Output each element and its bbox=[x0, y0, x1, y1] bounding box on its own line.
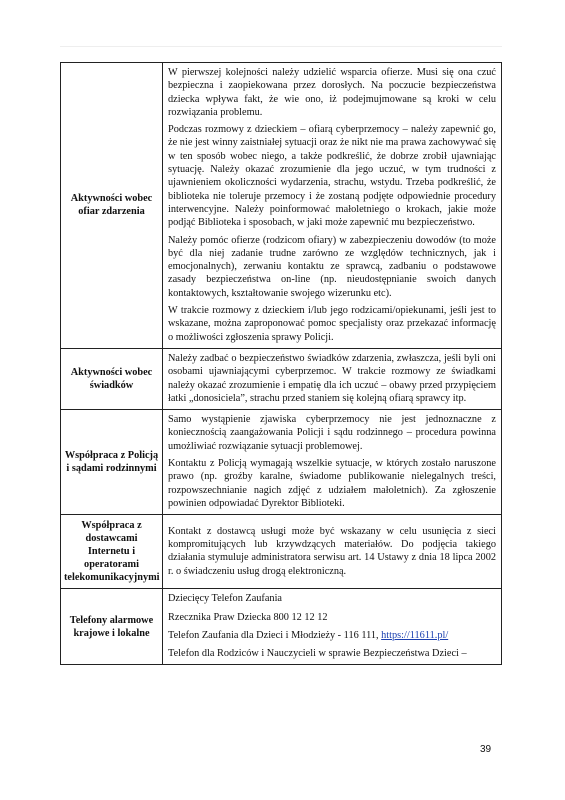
paragraph: Kontakt z dostawcą usługi może być wskazany w celu usunięcia z sieci kompromitujących lub krzywdzących materiałów. Do podjęcia takiego działania stymuluje administratora serwisu art. 14 Ustawy z dnia 18 lipca 2002 r. o świadczeniu usług drogą elektroniczną. bbox=[168, 525, 496, 577]
row-content bbox=[163, 589, 502, 665]
table-row bbox=[61, 589, 502, 665]
row-label: Aktywności wobec ofiar zdarzenia bbox=[61, 63, 163, 349]
paragraph: W trakcie rozmowy z dzieckiem i/lub jego rodzicami/opiekunami, jeśli jest to wskazane, można zaproponować pomoc specjalisty oraz przekazać informację o możliwości zgłoszenia sprawy Policji. bbox=[168, 305, 496, 343]
page-number: 39 bbox=[480, 744, 492, 755]
phone-line: Rzecznika Praw Dziecka 800 12 12 12 bbox=[168, 611, 328, 623]
paragraph: Należy pomóc ofierze (rodzicom ofiary) w zabezpieczeniu dowodów (to może być dla niej zadanie trudne zarówno ze względów technicznych, jak i emocjonalnych), zerwaniu kontaktu ze sprawcą, zadbaniu o podstawowe zasady bezpieczeństwa on-line (np. nieudostępnianie swoich danych kontaktowych, kształtowanie swojego wizerunku etc). bbox=[168, 234, 496, 299]
paragraph: W pierwszej kolejności należy udzielić wsparcia ofierze. Musi się ona czuć bezpieczna i zaopiekowana przez dorosłych. Na poczucie bezpieczeństwa dziecka wpływa fakt, że wie ono, iż podejmujmowane są kroki w celu rozwiązania problemu. bbox=[168, 67, 496, 118]
phone-line: Telefon dla Rodziców i Nauczycieli w sprawie Bezpieczeństwa Dzieci – bbox=[168, 648, 467, 660]
table-row bbox=[61, 410, 502, 515]
paragraph: Samo wystąpienie zjawiska cyberprzemocy nie jest jednoznaczne z koniecznością zaangażowania Policji i sądu rodzinnego – procedura powinna umożliwiać rozwiązanie sytuacji problemowej. bbox=[168, 414, 496, 452]
procedure-table bbox=[60, 62, 502, 665]
phone-line-text: Telefon Zaufania dla Dzieci i Młodzieży - 116 111, bbox=[168, 629, 382, 641]
row-content bbox=[163, 63, 502, 349]
paragraph: Podczas rozmowy z dzieckiem – ofiarą cyberprzemocy – należy zapewnić go, że nie jest winny zaistniałej sytuacji oraz że nikt nie ma prawa zachowywać się w ten sposób wobec niego, a także podkreślić, że dobrze zrobił ujawniając sytuację. Należy okazać zrozumienie dla jego uczuć, w tym trudności z ujawnieniem okoliczności wydarzenia, strachu, wstydu. Trzeba podkreślić, że biblioteka nie toleruje przemocy i że zostaną podjęte odpowiednie procedury interwencyjne. Należy poinformować małoletniego o krokach, jakie może podjąć Biblioteka i sposobach, w jaki może zapewnić mu bezpieczeństwo. bbox=[168, 124, 496, 229]
row-content bbox=[163, 410, 502, 515]
table-row bbox=[61, 63, 502, 349]
row-label: Telefony alarmowe krajowe i lokalne bbox=[61, 589, 163, 665]
table-row bbox=[61, 348, 502, 409]
helpline-link[interactable]: https://11611.pl/ bbox=[381, 629, 449, 641]
row-content bbox=[163, 348, 502, 409]
paragraph: Należy zadbać o bezpieczeństwo świadków zdarzenia, zwłaszcza, jeśli byli oni osobami ujawniającymi cyberprzemoc. W trakcie rozmowy ze świadkami należy okazać zrozumienie i empatię dla ich uczuć – obawy przed przypięciem łatki „donosiciela”, strachu przed staniem się kolejną ofiarą sprawcy itp. bbox=[168, 352, 496, 404]
phone-line: Dziecięcy Telefon Zaufania bbox=[168, 593, 283, 605]
header-rule bbox=[60, 46, 502, 47]
phone-line bbox=[168, 629, 496, 642]
row-label: Współpraca z dostawcami Internetu i operatorami telekomunikacyjnymi bbox=[61, 515, 163, 589]
row-label: Aktywności wobec świadków bbox=[61, 348, 163, 409]
paragraph: Kontaktu z Policją wymagają wszelkie sytuacje, w których zostało naruszone prawo (np. groźby karalne, świadome publikowanie nielegalnych treści, rozpowszechnianie nagich zdjęć z udziałem małoletnich). Za zgłoszenie powinien odpowiadać Dyrektor Biblioteki. bbox=[168, 458, 496, 509]
row-content bbox=[163, 515, 502, 589]
table-row bbox=[61, 515, 502, 589]
row-label: Współpraca z Policją i sądami rodzinnymi bbox=[61, 410, 163, 515]
